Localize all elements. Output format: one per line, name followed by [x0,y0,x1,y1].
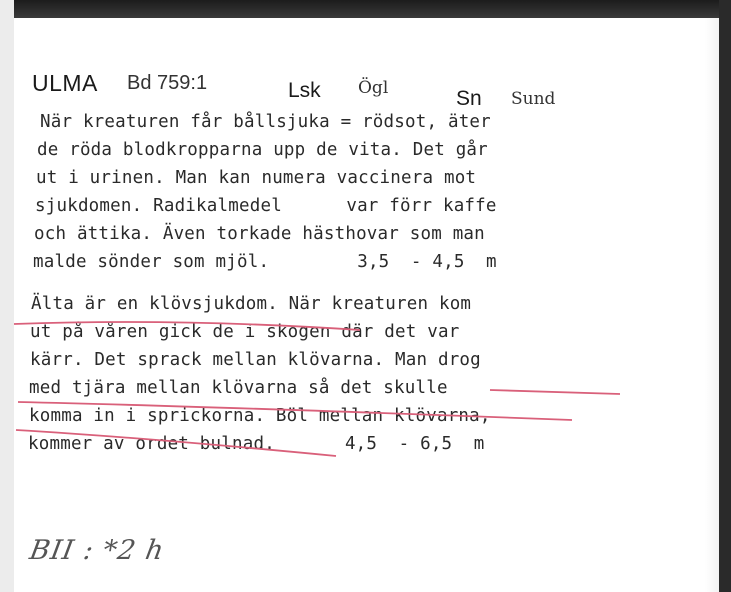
handwritten-signature: BII : *2 h [27,535,167,566]
paragraph1-line-1: När kreaturen får bållsjuka = rödsot, äter [40,112,491,132]
paragraph1-line-5: och ättika. Även torkade hästhovar som man [34,224,485,244]
paragraph1-line-2: de röda blodkropparna upp de vita. Det går [37,140,488,160]
paragraph1-line-6-text: malde sönder som mjöl. [33,252,270,272]
paragraph1-line-6 [33,252,497,272]
lsk-label: Lsk [288,79,321,102]
lsk-value: Ögl [358,78,389,98]
archive-name: ULMA [32,70,98,96]
paragraph1-line-4: sjukdomen. Radikalmedel var förr kaffe [35,196,497,216]
archive-reference: Bd 759:1 [127,72,208,94]
scan-edge-right [719,0,731,592]
underline-man-drog [490,390,620,394]
scan-edge-top [14,0,731,18]
paragraph1-measure: 3,5 - 4,5 m [357,252,497,272]
paragraph2-line-6 [28,434,485,454]
paragraph2-line-6-text: kommer av ordet bulnad. [28,434,275,454]
paragraph2-line-3: kärr. Det sprack mellan klövarna. Man drog [30,350,481,370]
paragraph2-line-1: Älta är en klövsjukdom. När kreaturen kom [31,294,472,314]
paragraph2-line-5: komma in i sprickorna. Böl mellan klövarna, [29,406,491,426]
scan-edge-left [0,0,14,592]
scan-shadow [705,18,719,592]
paragraph2-line-4: med tjära mellan klövarna så det skulle [29,378,448,398]
paragraph2-line-2: ut på våren gick de i skogen där det var [30,322,460,342]
sn-label: Sn [456,87,482,110]
sn-value: Sund [511,89,556,109]
paragraph2-measure: 4,5 - 6,5 m [344,434,485,454]
paragraph1-line-3: ut i urinen. Man kan numera vaccinera mot [36,168,477,188]
